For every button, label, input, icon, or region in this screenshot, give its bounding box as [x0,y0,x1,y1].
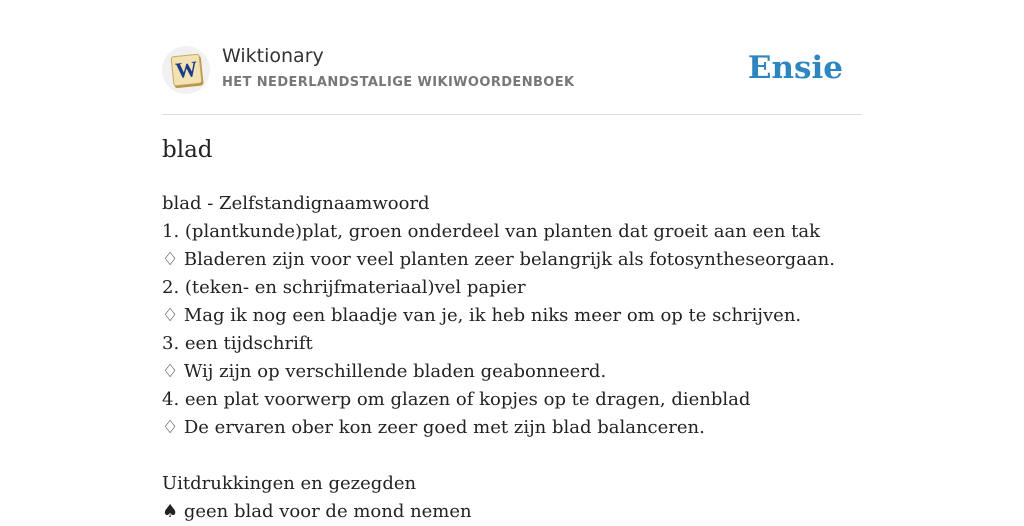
sense-definition: 3. een tijdschrift [162,333,313,354]
page [162,0,862,522]
site-name[interactable]: Wiktionary [222,45,324,67]
spacer [162,442,835,470]
expression-item: ♠ geen blad voor de mond nemen [162,501,472,522]
sense-definition: 1. (plantkunde)plat, groen onderdeel van planten dat groeit aan een tak [162,221,821,242]
sense-example: ♢ Mag ik nog een blaadje van je, ik heb niks meer om op te schrijven. [162,305,802,326]
ensie-brand-logo[interactable]: Ensie [747,50,843,86]
logo-tile-icon: W [171,54,203,87]
sense-example: ♢ Wij zijn op verschillende bladen geabonneerd. [162,361,607,382]
expressions-heading: Uitdrukkingen en gezegden [162,473,417,494]
entry-heading: blad - Zelfstandignaamwoord [162,193,430,214]
entry-body [162,190,835,526]
site-subtitle: HET NEDERLANDSTALIGE WIKIWOORDENBOEK [222,75,575,90]
sense-definition: 2. (teken- en schrijfmateriaal)vel papier [162,277,526,298]
wiktionary-logo[interactable] [162,46,210,94]
sense-definition: 4. een plat voorwerp om glazen of kopjes op te dragen, dienblad [162,389,751,410]
sense-example: ♢ De ervaren ober kon zeer goed met zijn blad balanceren. [162,417,705,438]
sense-example: ♢ Bladeren zijn voor veel planten zeer belangrijk als fotosyntheseorgaan. [162,249,835,270]
page-title: blad [162,137,213,163]
header [162,0,862,115]
